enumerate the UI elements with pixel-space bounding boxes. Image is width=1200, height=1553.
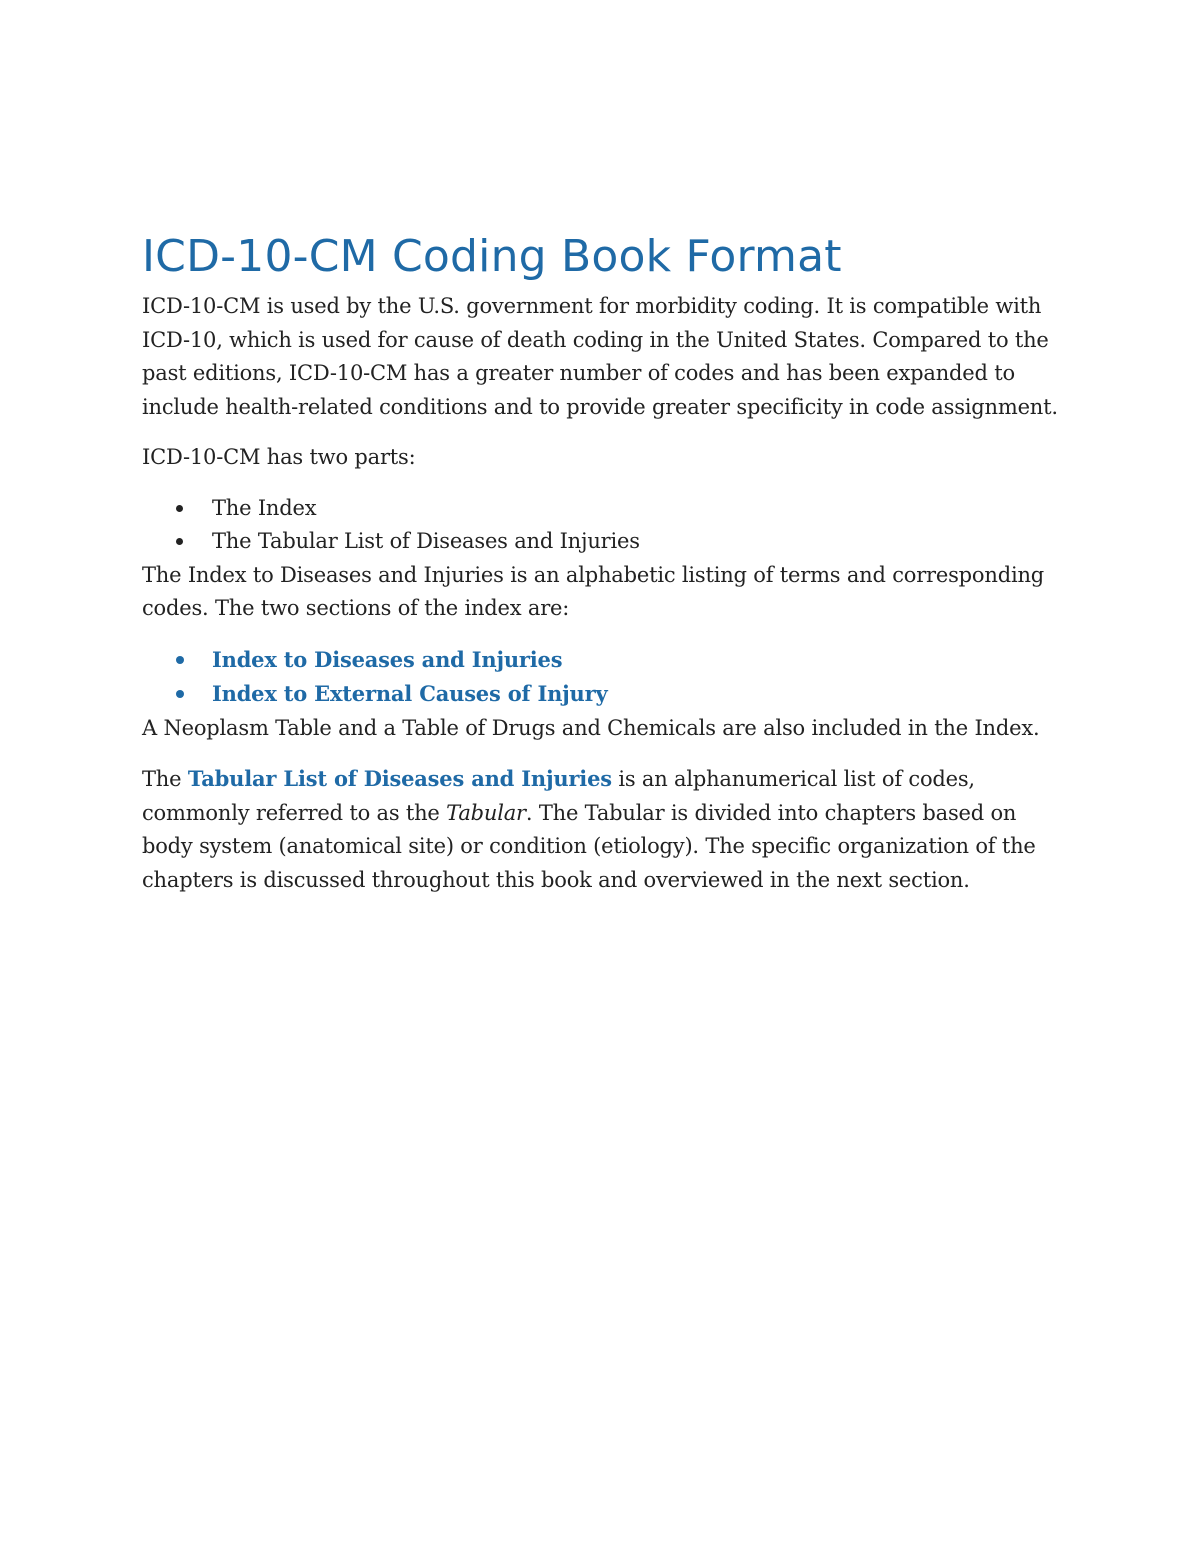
- index-section-link[interactable]: Index to Diseases and Injuries: [212, 646, 563, 672]
- tabular-italic-term: Tabular: [446, 800, 526, 825]
- tables-paragraph: A Neoplasm Table and a Table of Drugs and Chemicals are also included in the Index.: [142, 715, 1040, 740]
- tabular-list-link[interactable]: Tabular List of Diseases and Injuries: [187, 766, 612, 791]
- index-sections-list: [142, 643, 1072, 712]
- bullet-icon: [176, 656, 184, 664]
- tabular-lead-text: The: [142, 767, 188, 791]
- intro-paragraph: ICD-10-CM is used by the U.S. government for morbidity coding. It is compatible with ICD-10, which is used for cause of death coding in the United States. Compared to the past editions, ICD-10-CM has a greater number of codes and has been expanded to include health-related conditions and to provide greater specificity in code assignment.: [142, 294, 1058, 419]
- tabular-paragraph: [142, 762, 1072, 897]
- tabular-middle-text: is an alphanumerical list of codes, commonly referred to as the: [142, 767, 975, 825]
- list-item[interactable]: [142, 643, 1072, 678]
- list-item-label: The Tabular List of Diseases and Injuries: [212, 529, 640, 553]
- index-section-link[interactable]: Index to External Causes of Injury: [212, 681, 608, 706]
- index-description-paragraph: The Index to Diseases and Injuries is an alphabetic listing of terms and corresponding codes. The two sections of the index are:: [142, 562, 1045, 620]
- parts-list: [142, 492, 1072, 559]
- parts-intro-paragraph: ICD-10-CM has two parts:: [142, 445, 416, 469]
- bullet-icon: [176, 538, 183, 545]
- list-item: [142, 492, 1072, 526]
- bullet-icon: [176, 690, 184, 698]
- list-item-label: The Index: [212, 495, 317, 520]
- list-item[interactable]: [142, 677, 1072, 712]
- bullet-icon: [176, 505, 183, 512]
- list-item: [142, 525, 1072, 559]
- tabular-tail-text: . The Tabular is divided into chapters based on body system (anatomical site) or condition (etiology). The specific organization of the chapters is discussed throughout this book and overviewed in the next section.: [142, 800, 1036, 892]
- document-body: [142, 226, 1072, 897]
- page-title: ICD-10-CM Coding Book Format: [142, 231, 842, 282]
